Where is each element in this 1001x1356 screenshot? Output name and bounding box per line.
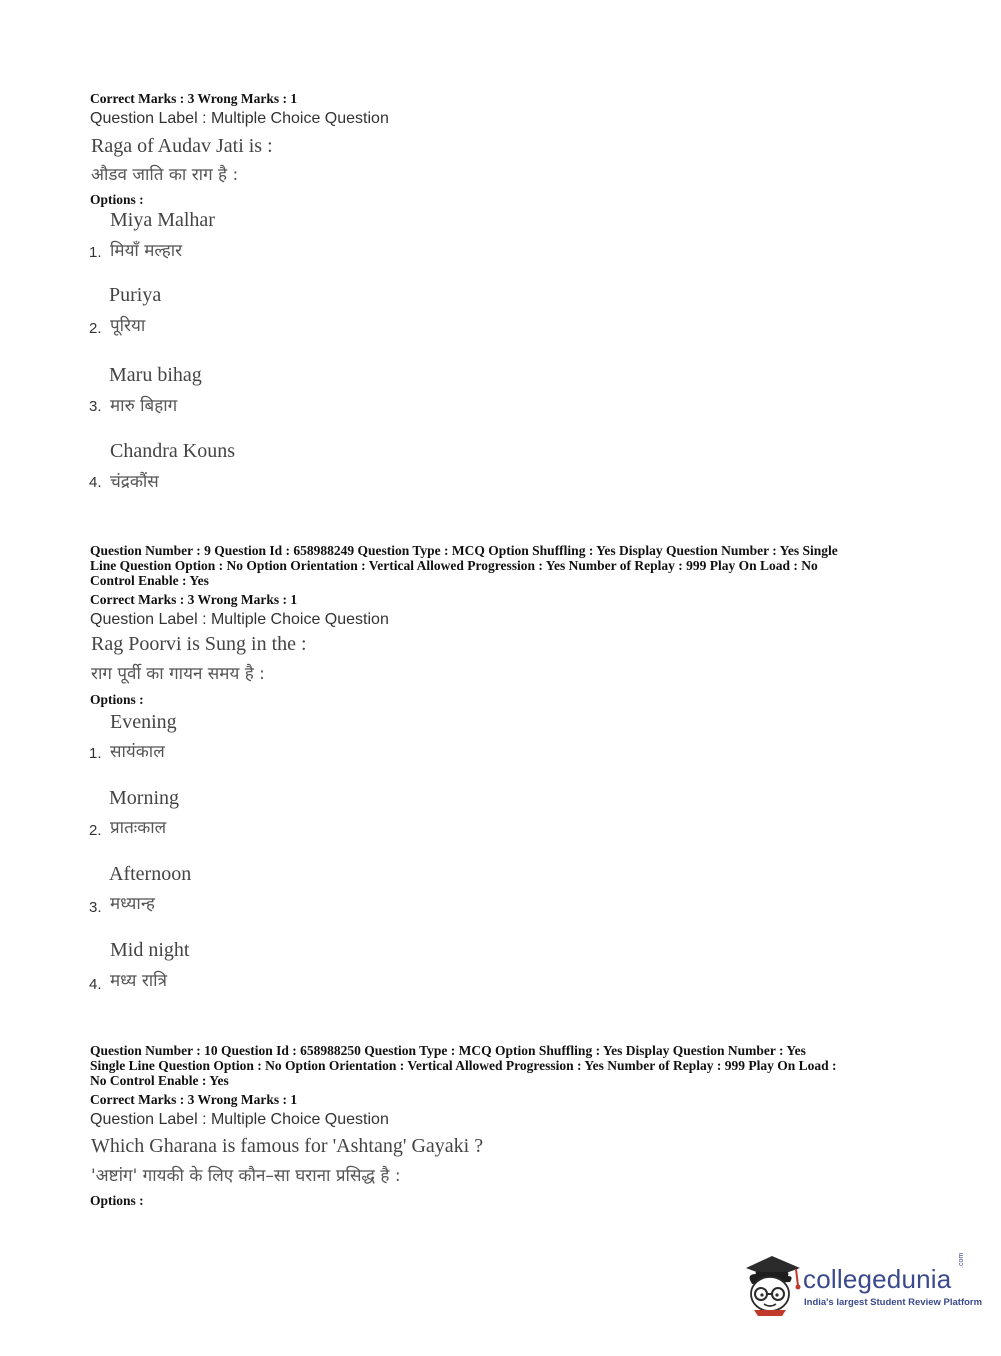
q9-marks: Correct Marks : 3 Wrong Marks : 1 [90,592,298,607]
q9-metadata-line-2: Line Question Option : No Option Orientation : Vertical Allowed Progression : Yes Number of Replay : 999 Play On Load : No [90,558,818,573]
q8-option-3-hi: मारु बिहाग [110,396,178,416]
q10-metadata [90,1043,920,1088]
logo-wordmark: collegedunia [803,1264,952,1294]
q8-option-2-hi: पूरिया [110,316,146,336]
q8-option-3-number: 3. [89,398,102,415]
q10-metadata-line-3: No Control Enable : Yes [90,1073,229,1088]
q9-option-1-number: 1. [89,745,102,762]
logo-domain-suffix: .com [958,1252,965,1268]
q10-marks: Correct Marks : 3 Wrong Marks : 1 [90,1092,298,1107]
q8-option-1-number: 1. [89,244,102,261]
q9-metadata [90,543,920,588]
q9-option-3-number: 3. [89,899,102,916]
q9-option-3-en: Afternoon [109,863,192,885]
q8-option-3-en: Maru bihag [109,364,202,386]
q8-option-1-hi: मियाँ मल्हार [110,241,183,261]
q9-option-4-number: 4. [89,976,102,993]
q9-option-2-number: 2. [89,822,102,839]
q9-option-4-en: Mid night [110,939,190,961]
q10-question-text-en: Which Gharana is famous for 'Ashtang' Gayaki ? [91,1135,484,1157]
q9-option-3-hi: मध्यान्ह [110,894,155,914]
q8-option-1-en: Miya Malhar [110,209,215,231]
q9-question-text-hi: राग पूर्वी का गायन समय है : [91,664,265,684]
q8-marks: Correct Marks : 3 Wrong Marks : 1 [90,91,298,106]
q9-option-2-hi: प्रातःकाल [110,818,167,838]
q9-metadata-line-1: Question Number : 9 Question Id : 658988249 Question Type : MCQ Option Shuffling : Yes Display Question Number : Yes Single [90,543,838,558]
q10-metadata-line-1: Question Number : 10 Question Id : 658988250 Question Type : MCQ Option Shuffling : Yes Display Question Number : Yes [90,1043,806,1058]
q9-question-text-en: Rag Poorvi is Sung in the : [91,633,307,655]
q10-question-text-hi: 'अष्टांग' गायकी के लिए कौन–सा घराना प्रसिद्ध है : [91,1166,401,1186]
q8-option-4-hi: चंद्रकौंस [110,472,159,492]
q9-option-1-en: Evening [110,711,177,733]
q9-option-1-hi: सायंकाल [110,742,165,762]
q9-options-title: Options : [90,692,144,707]
q8-option-2-en: Puriya [109,284,162,306]
collegedunia-logo [742,1250,983,1322]
q9-question-label: Question Label : Multiple Choice Question [90,611,389,628]
q8-option-2-number: 2. [89,320,102,337]
q9-option-4-hi: मध्य रात्रि [110,971,167,991]
q10-question-label: Question Label : Multiple Choice Question [90,1111,389,1128]
logo-tagline: India's largest Student Review Platform [804,1297,983,1308]
q9-metadata-line-3: Control Enable : Yes [90,573,209,588]
q8-options-title: Options : [90,192,144,207]
q10-options-title: Options : [90,1193,144,1208]
q8-question-text-en: Raga of Audav Jati is : [91,135,273,157]
q8-question-text-hi: औडव जाति का राग है : [91,165,239,185]
q9-option-2-en: Morning [109,787,179,809]
q8-question-label: Question Label : Multiple Choice Question [90,110,389,127]
q8-option-4-number: 4. [89,474,102,491]
q10-metadata-line-2: Single Line Question Option : No Option Orientation : Vertical Allowed Progression : Yes Number of Replay : 999 Play On Load : [90,1058,837,1073]
q8-option-4-en: Chandra Kouns [110,440,235,462]
student-mascot-icon [742,1250,802,1316]
